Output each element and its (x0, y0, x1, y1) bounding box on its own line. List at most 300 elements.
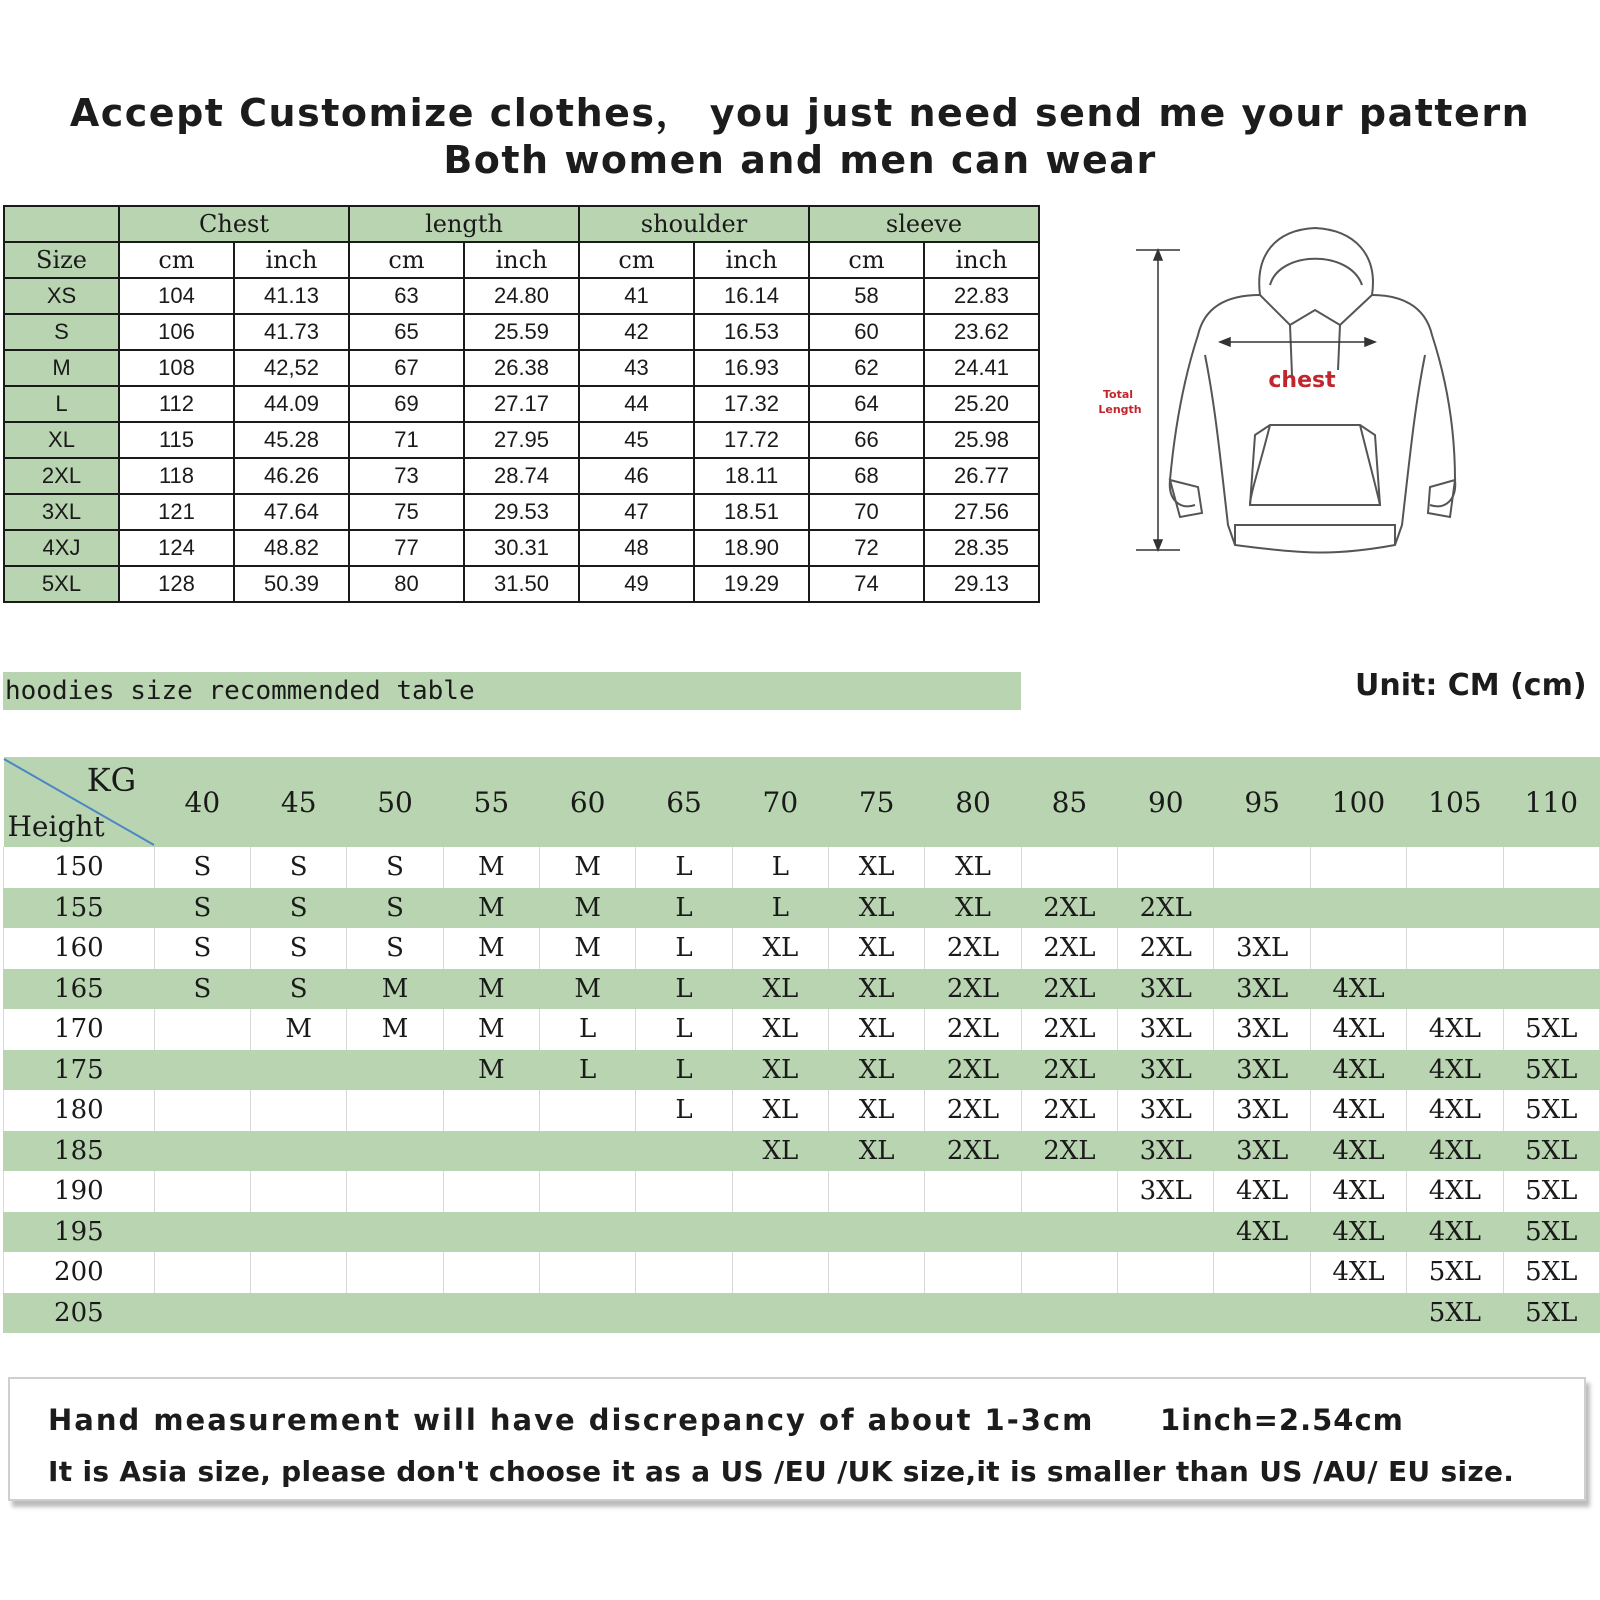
size-rec-cell (347, 1252, 443, 1293)
size-rec-cell: 2XL (1021, 928, 1117, 969)
weight-header-2: 50 (347, 757, 443, 847)
size-rec-cell: L (636, 847, 732, 888)
measure-cell: 74 (809, 566, 924, 602)
size-rec-cell: M (540, 969, 636, 1010)
weight-header-10: 90 (1118, 757, 1214, 847)
size-rec-cell: 2XL (1021, 1131, 1117, 1172)
rec-weight-header (4, 757, 1600, 847)
measure-unit-header (4, 242, 1039, 278)
note-line-2: It is Asia size, please don't choose it as a US /EU /UK size,it is smaller than US /AU/ EU size. (48, 1455, 1515, 1488)
size-rec-cell (251, 1050, 347, 1091)
measure-cell: 45.28 (234, 422, 349, 458)
size-rec-cell: M (540, 928, 636, 969)
table-row (4, 888, 1600, 929)
size-rec-cell (1310, 847, 1406, 888)
size-rec-cell (443, 1212, 539, 1253)
size-rec-cell: XL (732, 1050, 828, 1091)
size-rec-cell (1407, 928, 1503, 969)
size-rec-cell (925, 1252, 1021, 1293)
size-rec-cell: 3XL (1118, 1131, 1214, 1172)
measure-group-0: Chest (119, 206, 349, 242)
size-rec-cell: XL (732, 1009, 828, 1050)
weight-header-14: 110 (1503, 757, 1599, 847)
size-rec-cell (636, 1131, 732, 1172)
table-row (4, 1090, 1600, 1131)
measure-cell: 115 (119, 422, 234, 458)
size-rec-cell: XL (732, 928, 828, 969)
size-rec-cell (1214, 1293, 1310, 1334)
size-rec-cell (251, 1131, 347, 1172)
measure-cell: 48.82 (234, 530, 349, 566)
measure-cell: 72 (809, 530, 924, 566)
height-cell: 170 (4, 1009, 155, 1050)
size-rec-cell: 3XL (1214, 1050, 1310, 1091)
size-rec-cell: XL (829, 847, 925, 888)
table-row (4, 1212, 1600, 1253)
size-rec-cell: 5XL (1407, 1293, 1503, 1334)
size-rec-cell (443, 1252, 539, 1293)
table-row (4, 1131, 1600, 1172)
size-rec-cell: 2XL (1021, 888, 1117, 929)
size-cell: 2XL (4, 458, 119, 494)
size-rec-cell: M (443, 1050, 539, 1091)
size-rec-cell (925, 1171, 1021, 1212)
size-cell: 3XL (4, 494, 119, 530)
size-rec-cell: 2XL (1021, 1090, 1117, 1131)
measure-cell: 46.26 (234, 458, 349, 494)
measure-cell: 71 (349, 422, 464, 458)
size-rec-cell (1118, 1212, 1214, 1253)
size-rec-cell (251, 1212, 347, 1253)
size-rec-cell (732, 1212, 828, 1253)
measure-cell: 106 (119, 314, 234, 350)
height-cell: 175 (4, 1050, 155, 1091)
size-rec-cell: L (636, 928, 732, 969)
size-rec-cell: 3XL (1118, 1090, 1214, 1131)
size-rec-cell (1310, 888, 1406, 929)
size-rec-cell (1021, 1293, 1117, 1334)
size-rec-cell: 2XL (925, 1090, 1021, 1131)
size-rec-cell: 2XL (925, 1131, 1021, 1172)
size-rec-cell: XL (925, 847, 1021, 888)
size-rec-cell (443, 1090, 539, 1131)
weight-header-1: 45 (251, 757, 347, 847)
size-rec-cell (1407, 969, 1503, 1010)
measure-unit-4: cm (579, 242, 694, 278)
size-rec-cell: 3XL (1214, 1090, 1310, 1131)
measure-cell: 124 (119, 530, 234, 566)
size-rec-cell (443, 1131, 539, 1172)
size-rec-cell (540, 1131, 636, 1172)
rec-corner (4, 757, 155, 847)
size-rec-cell: 4XL (1407, 1212, 1503, 1253)
measure-cell: 22.83 (924, 278, 1039, 314)
measure-cell: 30.31 (464, 530, 579, 566)
size-rec-cell (1407, 888, 1503, 929)
table-row (4, 928, 1600, 969)
size-rec-cell: 5XL (1503, 1293, 1599, 1334)
weight-header-13: 105 (1407, 757, 1503, 847)
size-rec-cell: L (540, 1050, 636, 1091)
measure-group-2: shoulder (579, 206, 809, 242)
size-rec-cell (1310, 928, 1406, 969)
size-rec-cell: 3XL (1118, 1171, 1214, 1212)
size-rec-cell: M (347, 1009, 443, 1050)
size-rec-cell (154, 1171, 250, 1212)
size-rec-cell (347, 1171, 443, 1212)
measure-group-3: sleeve (809, 206, 1039, 242)
measure-cell: 67 (349, 350, 464, 386)
measure-size-label: Size (4, 242, 119, 278)
measure-cell: 41.13 (234, 278, 349, 314)
size-rec-cell (1503, 969, 1599, 1010)
size-rec-cell: M (540, 847, 636, 888)
height-cell: 185 (4, 1131, 155, 1172)
measure-cell: 31.50 (464, 566, 579, 602)
measure-cell: 73 (349, 458, 464, 494)
size-rec-cell (347, 1131, 443, 1172)
table-row (4, 1009, 1600, 1050)
size-cell: L (4, 386, 119, 422)
weight-header-12: 100 (1310, 757, 1406, 847)
size-rec-cell: XL (829, 1131, 925, 1172)
size-rec-cell: 3XL (1118, 1050, 1214, 1091)
size-rec-cell (251, 1293, 347, 1334)
measure-cell: 26.77 (924, 458, 1039, 494)
size-rec-cell: XL (829, 1090, 925, 1131)
size-rec-cell: M (443, 928, 539, 969)
measure-cell: 118 (119, 458, 234, 494)
size-rec-cell (154, 1252, 250, 1293)
table-row (4, 566, 1039, 602)
size-rec-cell: XL (829, 888, 925, 929)
measure-cell: 50.39 (234, 566, 349, 602)
size-rec-cell: XL (829, 1050, 925, 1091)
measure-cell: 70 (809, 494, 924, 530)
hoodie-diagram (1098, 225, 1510, 565)
size-rec-cell (732, 1171, 828, 1212)
size-rec-cell: L (540, 1009, 636, 1050)
size-rec-cell: XL (829, 1009, 925, 1050)
size-rec-cell: S (347, 888, 443, 929)
measure-cell: 23.62 (924, 314, 1039, 350)
size-rec-cell: 4XL (1310, 1050, 1406, 1091)
size-rec-cell (251, 1171, 347, 1212)
size-rec-cell: M (443, 888, 539, 929)
measure-group-1: length (349, 206, 579, 242)
height-cell: 165 (4, 969, 155, 1010)
size-rec-cell (154, 1293, 250, 1334)
table-row (4, 458, 1039, 494)
table-row (4, 530, 1039, 566)
measure-corner (4, 206, 119, 242)
size-rec-cell (347, 1293, 443, 1334)
size-rec-cell (636, 1171, 732, 1212)
table-row (4, 847, 1600, 888)
size-rec-cell (1021, 847, 1117, 888)
size-rec-cell: 2XL (925, 1009, 1021, 1050)
size-rec-cell (443, 1171, 539, 1212)
size-rec-cell (829, 1293, 925, 1334)
measure-cell: 25.59 (464, 314, 579, 350)
size-rec-cell (1503, 928, 1599, 969)
measure-cell: 17.32 (694, 386, 809, 422)
size-rec-cell (925, 1293, 1021, 1334)
size-rec-cell: 4XL (1214, 1212, 1310, 1253)
size-rec-cell: S (251, 888, 347, 929)
size-rec-cell: 2XL (925, 928, 1021, 969)
size-rec-cell: 2XL (1118, 888, 1214, 929)
table-row (4, 494, 1039, 530)
size-rec-cell: S (251, 928, 347, 969)
size-rec-cell: S (154, 969, 250, 1010)
table-row (4, 278, 1039, 314)
table-row (4, 969, 1600, 1010)
weight-header-4: 60 (540, 757, 636, 847)
measure-cell: 18.11 (694, 458, 809, 494)
measure-cell: 75 (349, 494, 464, 530)
size-rec-cell (251, 1252, 347, 1293)
size-rec-cell: S (154, 847, 250, 888)
size-rec-cell: L (636, 888, 732, 929)
size-cell: M (4, 350, 119, 386)
size-rec-cell: 4XL (1407, 1171, 1503, 1212)
height-cell: 205 (4, 1293, 155, 1334)
height-cell: 155 (4, 888, 155, 929)
table-row (4, 1171, 1600, 1212)
measurement-table (3, 205, 1040, 603)
size-rec-cell: M (443, 969, 539, 1010)
size-rec-cell: 3XL (1214, 1131, 1310, 1172)
height-cell: 195 (4, 1212, 155, 1253)
size-rec-cell (1407, 847, 1503, 888)
size-rec-cell (732, 1293, 828, 1334)
measure-cell: 108 (119, 350, 234, 386)
measure-cell: 16.14 (694, 278, 809, 314)
size-rec-cell: XL (732, 1090, 828, 1131)
size-rec-cell: 2XL (925, 969, 1021, 1010)
size-cell: S (4, 314, 119, 350)
size-rec-cell (347, 1212, 443, 1253)
measure-cell: 18.90 (694, 530, 809, 566)
size-rec-cell: XL (925, 888, 1021, 929)
size-rec-cell: 2XL (1021, 969, 1117, 1010)
chest-label: chest (1268, 368, 1336, 393)
size-rec-cell (1118, 1293, 1214, 1334)
measure-cell: 41 (579, 278, 694, 314)
measure-cell: 25.98 (924, 422, 1039, 458)
measure-cell: 28.74 (464, 458, 579, 494)
measure-cell: 44.09 (234, 386, 349, 422)
size-rec-cell: L (636, 1009, 732, 1050)
height-label: Height (7, 810, 105, 843)
size-rec-cell: 3XL (1118, 969, 1214, 1010)
note-conversion: 1inch=2.54cm (1160, 1403, 1404, 1437)
measure-cell: 49 (579, 566, 694, 602)
weight-header-11: 95 (1214, 757, 1310, 847)
measure-unit-7: inch (924, 242, 1039, 278)
measure-cell: 47 (579, 494, 694, 530)
measure-cell: 112 (119, 386, 234, 422)
size-rec-cell: M (443, 847, 539, 888)
size-rec-cell (154, 1009, 250, 1050)
size-rec-cell: 3XL (1214, 928, 1310, 969)
size-rec-cell (732, 1252, 828, 1293)
measure-cell: 64 (809, 386, 924, 422)
size-rec-cell: L (636, 1090, 732, 1131)
size-rec-cell (1214, 1252, 1310, 1293)
kg-label: KG (86, 761, 137, 799)
size-rec-cell: S (154, 928, 250, 969)
size-rec-cell (154, 1050, 250, 1091)
size-rec-cell (540, 1252, 636, 1293)
measure-cell: 45 (579, 422, 694, 458)
measure-cell: 28.35 (924, 530, 1039, 566)
size-rec-cell: 5XL (1503, 1050, 1599, 1091)
measure-cell: 24.80 (464, 278, 579, 314)
recommend-banner: hoodies size recommended table (3, 672, 1021, 710)
weight-header-6: 70 (732, 757, 828, 847)
size-rec-cell (347, 1090, 443, 1131)
size-rec-cell (1118, 1252, 1214, 1293)
measure-cell: 48 (579, 530, 694, 566)
measure-unit-3: inch (464, 242, 579, 278)
size-rec-cell: 5XL (1503, 1090, 1599, 1131)
table-row (4, 1050, 1600, 1091)
measure-cell: 25.20 (924, 386, 1039, 422)
height-cell: 160 (4, 928, 155, 969)
size-rec-cell: 5XL (1503, 1212, 1599, 1253)
weight-header-0: 40 (154, 757, 250, 847)
measure-cell: 17.72 (694, 422, 809, 458)
measure-unit-0: cm (119, 242, 234, 278)
height-cell: 180 (4, 1090, 155, 1131)
size-rec-cell: L (732, 847, 828, 888)
measure-cell: 121 (119, 494, 234, 530)
size-rec-cell (540, 1171, 636, 1212)
table-row (4, 386, 1039, 422)
size-rec-cell: 3XL (1118, 1009, 1214, 1050)
table-row (4, 1252, 1600, 1293)
measure-cell: 69 (349, 386, 464, 422)
size-rec-cell (1021, 1171, 1117, 1212)
height-cell: 150 (4, 847, 155, 888)
size-rec-cell: XL (829, 928, 925, 969)
size-rec-cell (1021, 1212, 1117, 1253)
unit-label: Unit: CM (cm) (1355, 668, 1587, 703)
size-rec-cell (1503, 847, 1599, 888)
size-rec-cell: 5XL (1503, 1131, 1599, 1172)
measure-cell: 29.13 (924, 566, 1039, 602)
measure-cell: 16.93 (694, 350, 809, 386)
measure-cell: 26.38 (464, 350, 579, 386)
size-rec-cell: 4XL (1310, 1212, 1406, 1253)
measure-cell: 63 (349, 278, 464, 314)
measure-cell: 58 (809, 278, 924, 314)
weight-header-9: 85 (1021, 757, 1117, 847)
measure-cell: 68 (809, 458, 924, 494)
measure-group-header (4, 206, 1039, 242)
size-rec-cell: M (540, 888, 636, 929)
size-rec-cell (540, 1212, 636, 1253)
measure-cell: 62 (809, 350, 924, 386)
size-rec-cell: 2XL (1118, 928, 1214, 969)
measure-cell: 80 (349, 566, 464, 602)
measure-cell: 42,52 (234, 350, 349, 386)
measure-cell: 43 (579, 350, 694, 386)
measure-cell: 16.53 (694, 314, 809, 350)
size-rec-cell: S (251, 847, 347, 888)
size-rec-cell: 4XL (1214, 1171, 1310, 1212)
size-rec-cell: 4XL (1310, 1090, 1406, 1131)
header-line-2: Both women and men can wear (443, 138, 1157, 182)
size-rec-cell (925, 1212, 1021, 1253)
note-line-1: Hand measurement will have discrepancy of about 1-3cm (48, 1403, 1095, 1437)
size-rec-cell: S (154, 888, 250, 929)
measure-unit-5: inch (694, 242, 809, 278)
size-rec-cell (1310, 1293, 1406, 1334)
measure-cell: 60 (809, 314, 924, 350)
total-length-label-1: Total (1102, 388, 1134, 401)
size-rec-cell (636, 1293, 732, 1334)
size-rec-cell: 4XL (1407, 1009, 1503, 1050)
table-row (4, 1293, 1600, 1334)
measure-cell: 44 (579, 386, 694, 422)
recommendation-table (3, 757, 1600, 1333)
height-cell: 190 (4, 1171, 155, 1212)
size-rec-cell: 4XL (1407, 1131, 1503, 1172)
measure-cell: 66 (809, 422, 924, 458)
size-rec-cell: 4XL (1310, 1171, 1406, 1212)
size-rec-cell (347, 1050, 443, 1091)
measure-unit-6: cm (809, 242, 924, 278)
size-rec-cell (251, 1090, 347, 1131)
measure-cell: 19.29 (694, 566, 809, 602)
size-cell: 4XJ (4, 530, 119, 566)
size-rec-cell (636, 1252, 732, 1293)
table-row (4, 314, 1039, 350)
weight-header-8: 80 (925, 757, 1021, 847)
measure-cell: 29.53 (464, 494, 579, 530)
measure-cell: 128 (119, 566, 234, 602)
measure-cell: 104 (119, 278, 234, 314)
size-rec-cell (540, 1293, 636, 1334)
size-rec-cell: 3XL (1214, 969, 1310, 1010)
size-rec-cell (540, 1090, 636, 1131)
measure-cell: 77 (349, 530, 464, 566)
measure-cell: 41.73 (234, 314, 349, 350)
size-rec-cell: 2XL (925, 1050, 1021, 1091)
table-row (4, 422, 1039, 458)
size-rec-cell: M (347, 969, 443, 1010)
measure-cell: 47.64 (234, 494, 349, 530)
size-rec-cell: L (636, 969, 732, 1010)
size-rec-cell: XL (732, 969, 828, 1010)
table-row (4, 350, 1039, 386)
weight-header-5: 65 (636, 757, 732, 847)
size-rec-cell: L (636, 1050, 732, 1091)
note-box (8, 1377, 1586, 1501)
size-rec-cell: 5XL (1407, 1252, 1503, 1293)
size-rec-cell: 2XL (1021, 1050, 1117, 1091)
measure-unit-1: inch (234, 242, 349, 278)
size-rec-cell (154, 1212, 250, 1253)
measure-cell: 18.51 (694, 494, 809, 530)
weight-header-7: 75 (829, 757, 925, 847)
measure-cell: 65 (349, 314, 464, 350)
measure-cell: 46 (579, 458, 694, 494)
size-rec-cell (1503, 888, 1599, 929)
